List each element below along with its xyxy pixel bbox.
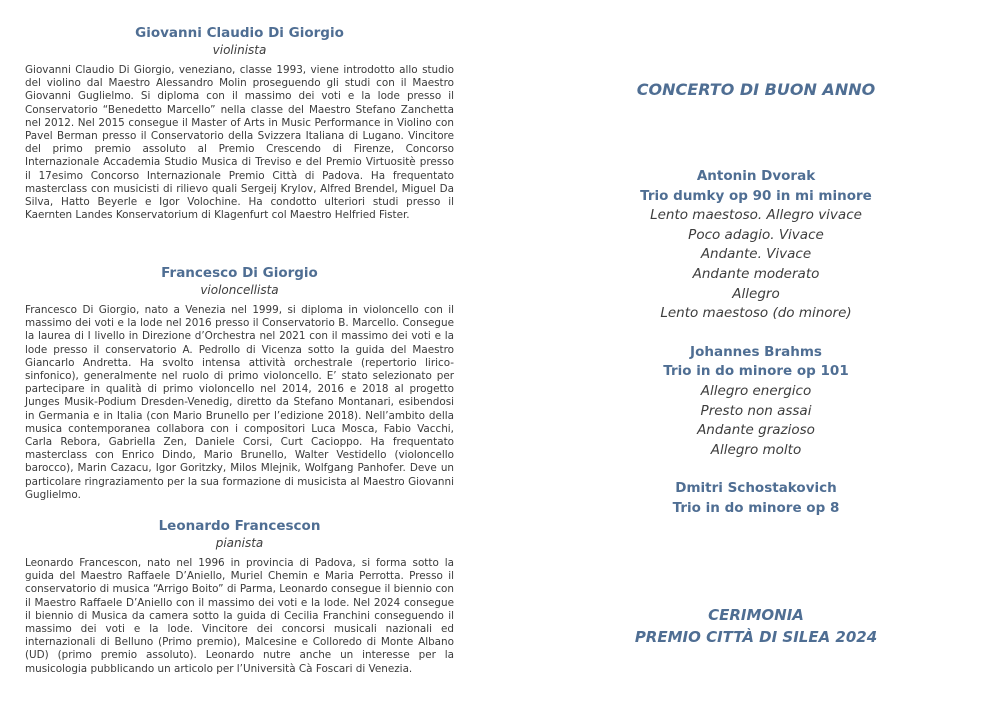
bio-role: pianista	[215, 536, 264, 550]
ceremony-title	[606, 604, 906, 648]
program-piece-dvorak	[606, 167, 906, 324]
work-title: Trio in do minore op 101	[663, 363, 849, 380]
movement: Andante moderato	[692, 265, 820, 282]
bio-giovanni-claudio-di-giorgio	[25, 24, 454, 222]
work-title: Trio dumky op 90 in mi minore	[640, 187, 872, 204]
program-piece-schostakovich	[606, 479, 906, 518]
bio-role: violinista	[212, 43, 267, 57]
program-piece-brahms	[606, 343, 906, 461]
movement: Allegro energico	[700, 382, 812, 399]
bio-text: Leonardo Francescon, nato nel 1996 in provincia di Padova, si forma sotto la guida del Maestro Raffaele D’Aniello, Muriel Chemin e Maria Perrotta. Presso il conservatorio di musica “Arrigo Boito” di Parma, Leonardo consegue il biennio con il Maestro Raffaele D’Aniello con il massimo dei voti e la lode. Nel 2024 consegue il biennio di Musica da camera sotto la guida di Cecilia Franchini conseguendo il massimo dei voti e la lode. Vincitore dei concorsi musicali nazionali ed internazionali di Belluno (Primo premio), Malcesine e Colloredo di Monte Albano (UD) (primo premio assoluto). Leonardo nutre anche un interesse per la musicologia pubblicando un articolo per l’Università Cà Foscari di Venezia.	[25, 557, 454, 675]
bio-name: Giovanni Claudio Di Giorgio	[135, 25, 344, 41]
movement: Lento maestoso (do minore)	[660, 305, 852, 322]
movement: Allegro	[732, 285, 780, 302]
movement: Poco adagio. Vivace	[688, 226, 824, 243]
bio-role: violoncellista	[200, 283, 279, 297]
bio-text: Francesco Di Giorgio, nato a Venezia nel 1999, si diploma in violoncello con il massimo dei voti e la lode nel 2016 presso il Conservatorio B. Marcello. Consegue la laurea di I livello in Direzione d’Orchestra nel 2021 con il massimo dei voti e la lode presso il conservatorio A. Pedrollo di Vicenza sotto la guida del Maestro Giancarlo Andretta. Ha svolto intensa attività orchestrale (repertorio lirico-sinfonico), generalmente nel ruolo di primo violoncello. E’ stato selezionato per partecipare in qualità di primo violoncello nel 2014, 2016 e 2018 al progetto Junges Musik-Podium Dresden-Venedig, diretto da Stefano Montanari, esibendosi in Germania e in Italia (con Mario Brunello per l’edizione 2018). Nell’ambito della musica contemporanea collabora con i compositori Luca Mosca, Fabio Vacchi, Carla Rebora, Gabriella Zen, Daniele Corsi, Curt Cacioppo. Ha frequentato masterclass con Enrico Dindo, Mario Brunello, Walter Vestidello (violoncello barocco), Marin Cazacu, Igor Goritzky, Milos Mlejnik, Wolfgang Panhofer. Deve un particolare ringraziamento per la sua formazione di musicista al Maestro Giovanni Guglielmo.	[25, 304, 454, 501]
composer-name: Antonin Dvorak	[696, 168, 816, 184]
bio-name: Leonardo Francescon	[158, 518, 321, 534]
movement: Andante. Vivace	[700, 246, 812, 263]
movement: Andante grazioso	[697, 422, 815, 439]
composer-name: Dmitri Schostakovich	[675, 480, 837, 497]
bio-text: Giovanni Claudio Di Giorgio, veneziano, classe 1993, viene introdotto allo studio del violino dal Maestro Alessandro Molin proseguendo gli studi con il Maestro Giovanni Guglielmo. Si diploma con il massimo dei voti e la lode presso il Conservatorio “Benedetto Marcello” nella classe del Maestro Stefano Zanchetta nel 2012. Nel 2015 consegue il Master of Arts in Music Performance in Violino con Pavel Berman presso il Conservatorio della Svizzera Italiana di Lugano. Vincitore del primo premio assoluto al Premio Crescendo di Firenze, Concorso Internazionale Accademia Studio Musica di Treviso e del Premio Virtuositè presso il 17esimo Concorso Internazionale Premio Città di Padova. Ha frequentato masterclass con musicisti di rilievo quali Sergeij Krylov, Alfred Brendel, Miguel Da Silva, Hatto Beyerle e Igor Volochine. Ha condotto ulteriori studi presso il Kaernten Landes Konservatorium di Klagenfurt col Maestro Helfried Fister.	[25, 64, 454, 222]
composer-name: Johannes Brahms	[690, 343, 822, 360]
concert-title: CONCERTO DI BUON ANNO	[636, 80, 876, 99]
work-title: Trio in do minore op 8	[672, 499, 840, 516]
ceremony-line-1: CERIMONIA	[708, 606, 804, 624]
bio-leonardo-francescon	[25, 517, 454, 676]
concert-program	[606, 167, 906, 519]
bio-francesco-di-giorgio	[25, 264, 454, 502]
movement: Presto non assai	[700, 402, 812, 419]
ceremony-line-2: PREMIO CITTÀ DI SILEA 2024	[634, 628, 878, 646]
movement: Lento maestoso. Allegro vivace	[650, 207, 862, 224]
bio-name: Francesco Di Giorgio	[161, 265, 318, 281]
movement: Allegro molto	[710, 441, 802, 458]
biographies-column	[25, 24, 454, 675]
